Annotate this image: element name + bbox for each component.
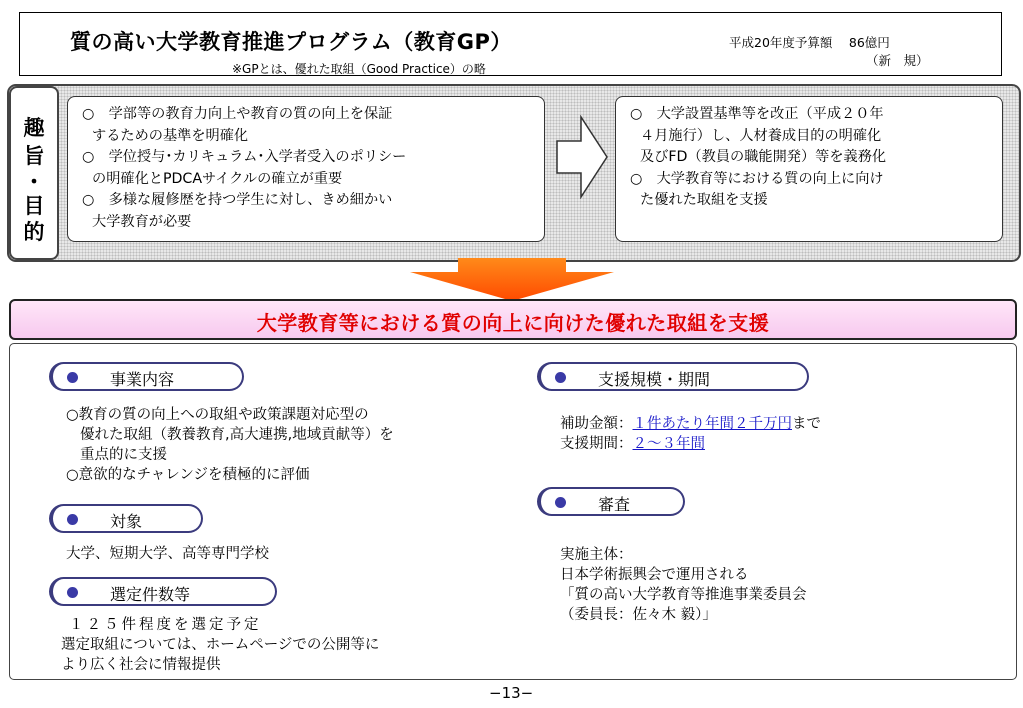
purpose-issue-line: ○ 多様な履修歴を持つ学生に対し、きめ細かい: [82, 192, 393, 208]
purpose-issue-line: するための基準を明確化: [92, 127, 249, 144]
budget-amount: 平成20年度予算額 86億円: [729, 35, 890, 50]
purpose-issue-line: ○ 学位授与･カリキュラム･入学者受入のポリシー: [82, 149, 407, 165]
section-heading-review: [537, 487, 685, 516]
bullet-dot-icon: [555, 372, 566, 383]
bullet-dot-icon: [67, 372, 78, 383]
section-heading-business: [49, 362, 244, 391]
scale-content: [560, 414, 821, 454]
page-title: 質の高い大学教育推進プログラム（教育GP）: [70, 30, 512, 54]
budget-status: （新 規）: [866, 53, 929, 68]
support-banner: [9, 299, 1017, 340]
down-arrow-icon: [410, 258, 614, 302]
bullet-dot-icon: [67, 514, 78, 525]
page-number: −13−: [489, 684, 534, 702]
selection-line: より広く社会に情報提供: [61, 657, 221, 673]
purpose-issues-box: [67, 96, 545, 242]
purpose-label-char: 趣: [23, 116, 45, 140]
purpose-label-char: 目: [23, 194, 45, 218]
purpose-measure-line: 及びFD（教員の職能開発）等を義務化: [640, 149, 887, 165]
section-heading-selection: [49, 577, 277, 606]
purpose-measure-line: ４月施行）し、人材養成目的の明確化: [640, 127, 882, 144]
purpose-measures-box: [615, 96, 1003, 242]
subsidy-amount-link[interactable]: １件あたり年間２千万円: [632, 416, 792, 432]
business-line: 重点的に支援: [80, 447, 167, 463]
review-line: 日本学術振興会で運用される: [560, 567, 749, 583]
bullet-dot-icon: [555, 497, 566, 508]
purpose-label-char: 旨: [23, 144, 45, 168]
section-heading-label: 事業内容: [110, 370, 175, 389]
section-heading-target: [49, 504, 203, 533]
section-heading-label: 支援規模・期間: [598, 370, 711, 389]
section-heading-label: 選定件数等: [110, 585, 191, 604]
business-line: ○意欲的なチャレンジを積極的に評価: [66, 467, 310, 483]
business-content: [66, 405, 394, 485]
subsidy-amount-label: 補助金額：: [560, 416, 633, 432]
purpose-measure-line: ○ 大学設置基準等を改正（平成２０年: [630, 106, 884, 122]
purpose-issue-line: の明確化とPDCAサイクルの確立が重要: [92, 170, 343, 187]
purpose-issue-line: 大学教育が必要: [92, 213, 192, 230]
target-text: 大学、短期大学、高等専門学校: [66, 546, 269, 562]
gp-note: ※GPとは、優れた取組（Good Practice）の略: [232, 62, 486, 76]
section-heading-label: 対象: [110, 512, 143, 531]
selection-content: [61, 615, 379, 675]
bullet-dot-icon: [67, 587, 78, 598]
review-line: 実施主体：: [560, 547, 633, 563]
review-line: （委員長：佐々木 毅）」: [560, 607, 717, 623]
purpose-label-char: ・: [23, 170, 45, 194]
right-arrow-icon: [555, 115, 609, 199]
selection-line: １２５件程度を選定予定: [69, 617, 262, 633]
support-period-label: 支援期間：: [560, 436, 633, 452]
business-line: 優れた取組（教養教育,高大連携,地域貢献等）を: [80, 427, 394, 443]
section-heading-label: 審査: [598, 495, 631, 514]
subsidy-amount-suffix: まで: [792, 416, 821, 432]
section-heading-scale: [537, 362, 809, 391]
support-banner-text: 大学教育等における質の向上に向けた優れた取組を支援: [256, 311, 770, 335]
business-line: ○教育の質の向上への取組や政策課題対応型の: [66, 407, 369, 423]
selection-line: 選定取組については、ホームページでの公開等に: [61, 637, 380, 653]
purpose-label: [9, 86, 59, 260]
purpose-measure-line: た優れた取組を支援: [640, 192, 768, 208]
support-period-link[interactable]: ２～３年間: [632, 436, 705, 452]
review-content: [560, 545, 807, 625]
purpose-label-char: 的: [23, 220, 45, 244]
purpose-measure-line: ○ 大学教育等における質の向上に向け: [630, 170, 884, 187]
review-line: 「質の高い大学教育等推進事業委員会: [560, 587, 807, 603]
subsidy-amount-row: [560, 414, 821, 434]
purpose-issue-line: ○ 学部等の教育力向上や教育の質の向上を保証: [82, 106, 393, 122]
support-period-row: [560, 434, 821, 454]
